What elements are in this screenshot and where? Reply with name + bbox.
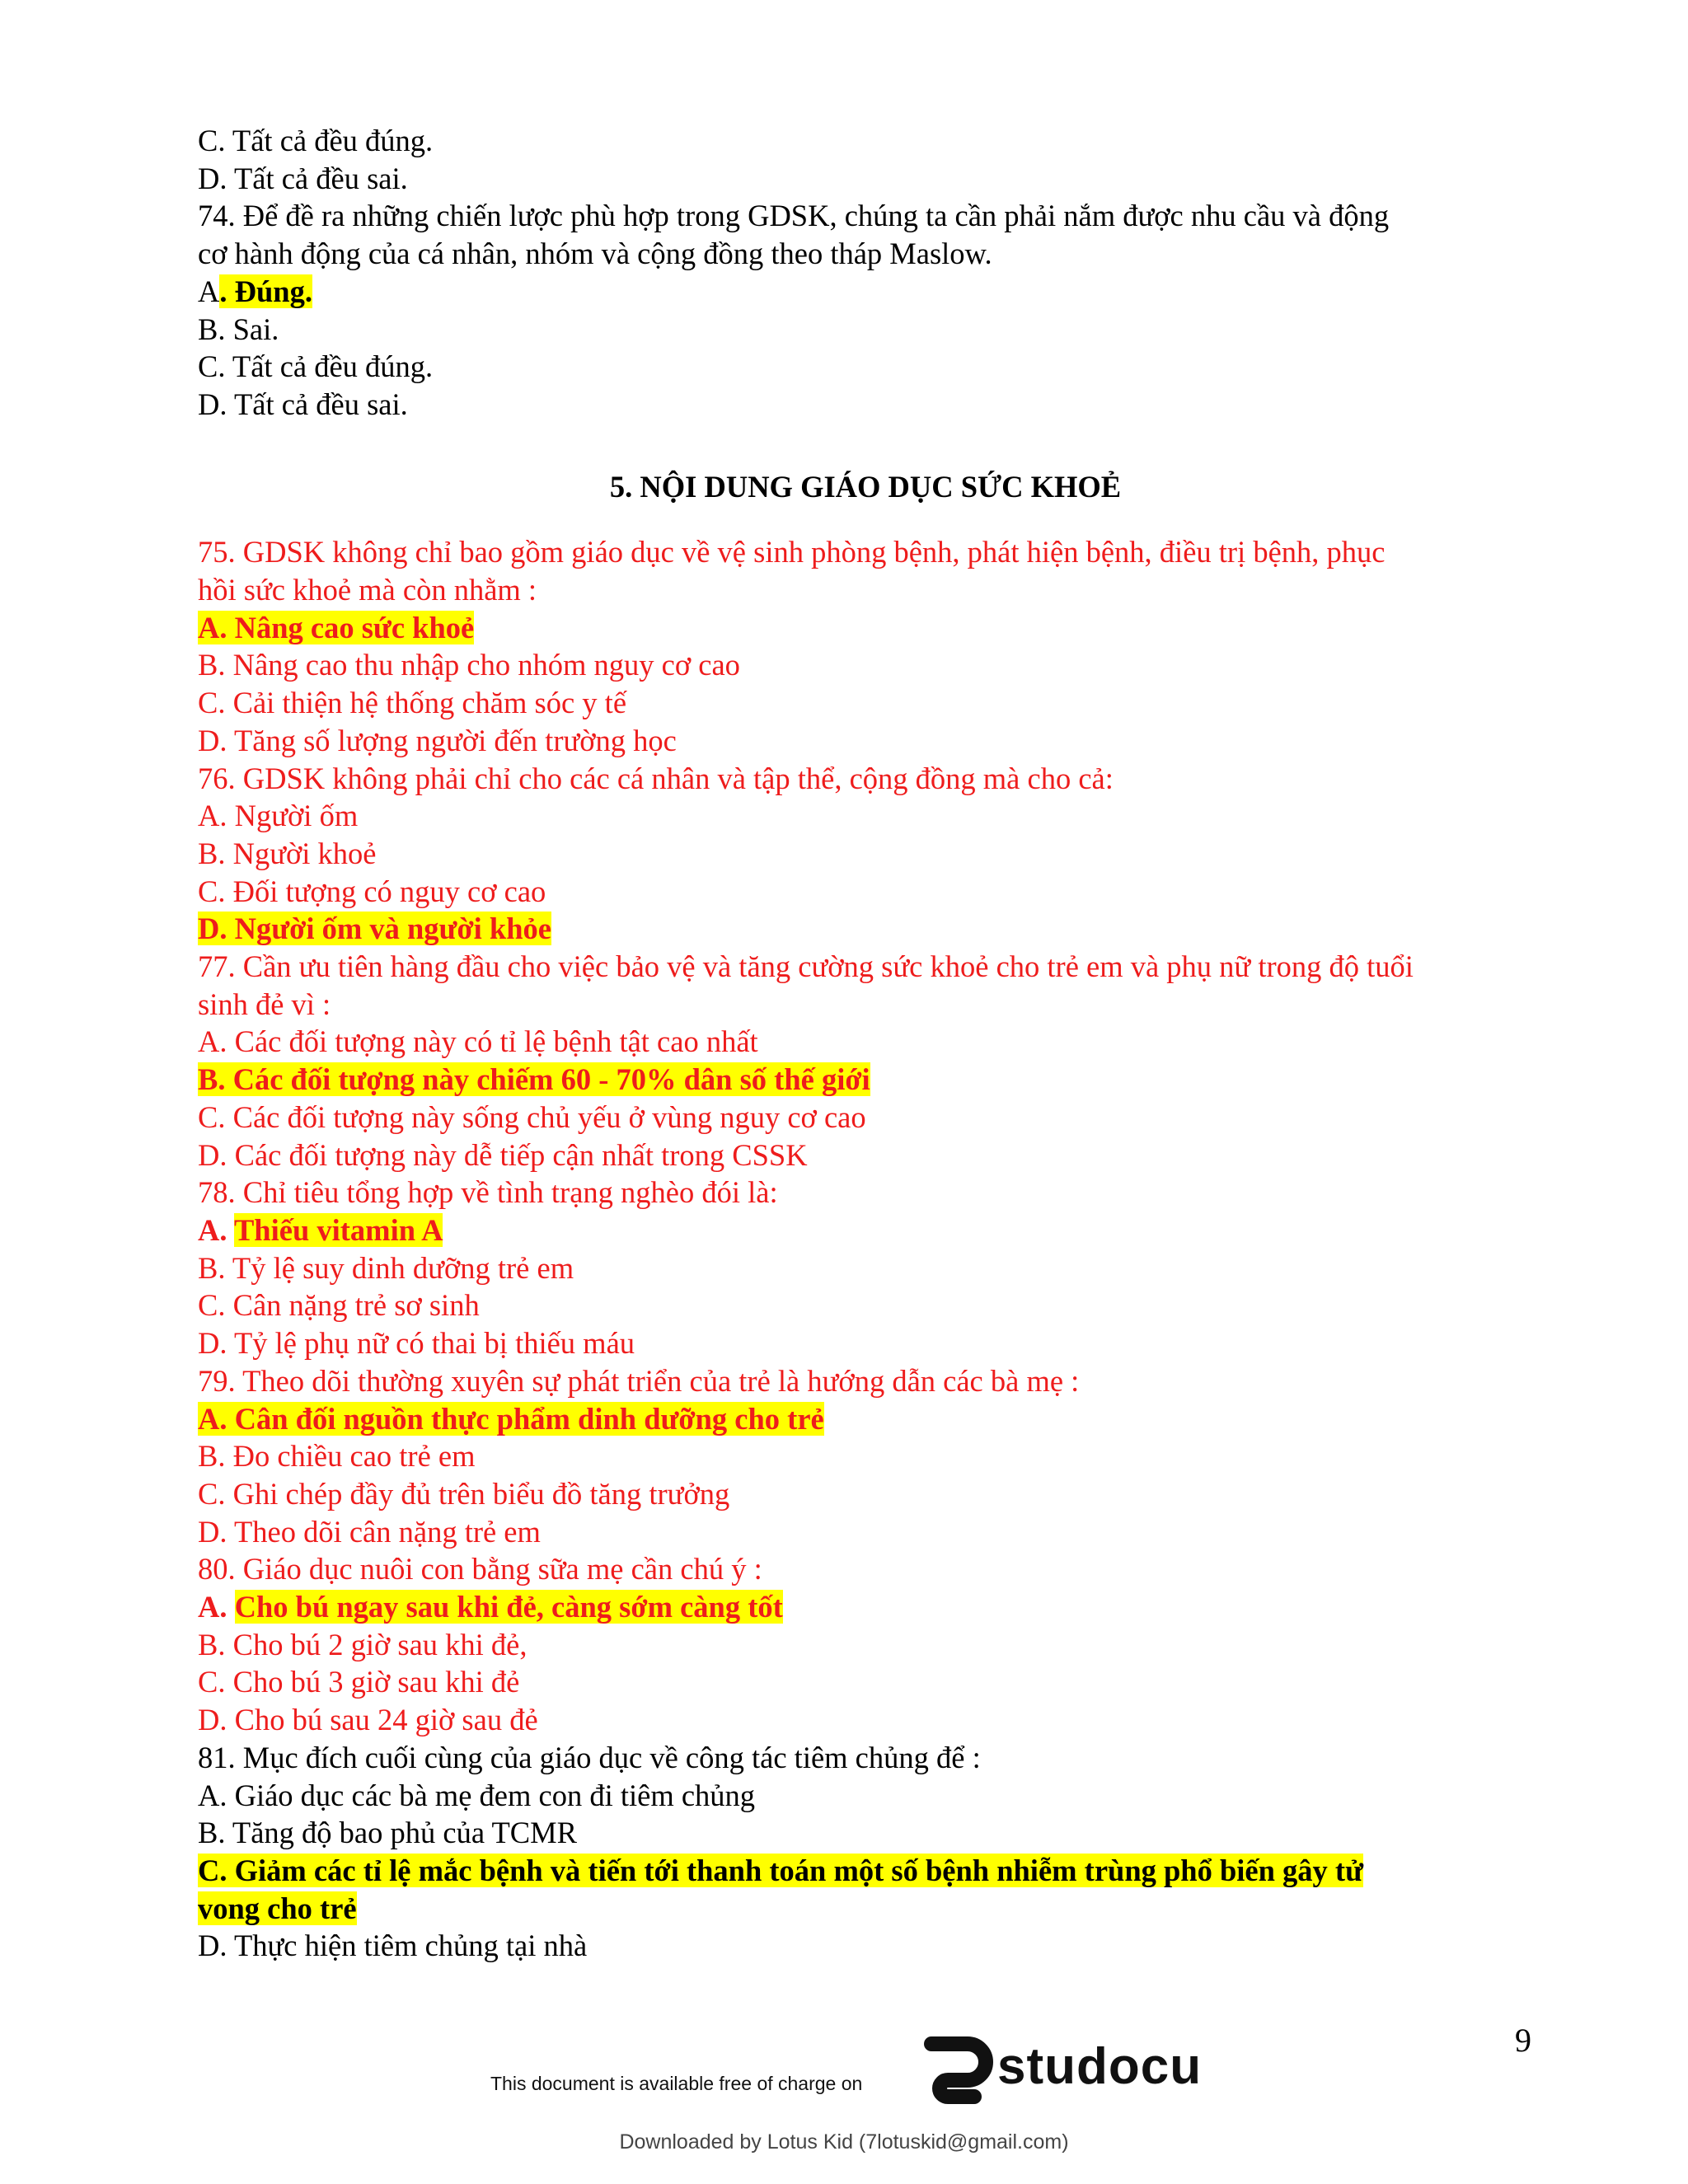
option-c: C. Ghi chép đầy đủ trên biểu đồ tăng trưởng — [198, 1476, 730, 1511]
option-d: D. Theo dõi cân nặng trẻ em — [198, 1514, 541, 1549]
answer-79: A. Cân đối nguồn thực phẩm dinh dưỡng cho trẻ — [198, 1401, 824, 1436]
option-d: D. Tất cả đều sai. — [198, 387, 408, 421]
answer-77: B. Các đối tượng này chiếm 60 - 70% dân số thế giới — [198, 1062, 870, 1097]
question-75-line-1: 75. GDSK không chỉ bao gồm giáo dục về vệ sinh phòng bệnh, phát hiện bệnh, điều trị bệnh, phục — [198, 535, 1386, 569]
option-d: D. Thực hiện tiêm chủng tại nhà — [198, 1929, 588, 1963]
option-c: C. Tất cả đều đúng. — [198, 349, 434, 384]
answer-80-text: Cho bú ngay sau khi đẻ, càng sớm càng tốt — [234, 1590, 783, 1624]
option-b: B. Tỷ lệ suy dinh dưỡng trẻ em — [198, 1250, 574, 1285]
answer-80-prefix: A. — [198, 1590, 235, 1624]
answer-81-line-2: vong cho trẻ — [198, 1891, 357, 1925]
option-d: D. Tỷ lệ phụ nữ có thai bị thiếu máu — [198, 1326, 635, 1361]
option-c: C. Cho bú 3 giờ sau khi đẻ — [198, 1665, 520, 1699]
answer-74-text: . Đúng. — [219, 274, 312, 308]
question-81: 81. Mục đích cuối cùng của giáo dục về công tác tiêm chủng để : — [198, 1740, 981, 1774]
answer-80 — [198, 1588, 1533, 1626]
option-d: D. Tất cả đều sai. — [198, 161, 408, 195]
question-78: 78. Chỉ tiêu tổng hợp về tình trạng nghèo đói là: — [198, 1175, 778, 1210]
option-a: A. Các đối tượng này có tỉ lệ bệnh tật cao nhất — [198, 1024, 758, 1059]
answer-78 — [198, 1212, 1533, 1249]
option-b: B. Tăng độ bao phủ của TCMR — [198, 1816, 577, 1850]
answer-75: A. Nâng cao sức khoẻ — [198, 610, 475, 644]
question-79: 79. Theo dõi thường xuyên sự phát triển của trẻ là hướng dẫn các bà mẹ : — [198, 1363, 1080, 1398]
page-content — [198, 122, 1533, 1965]
option-b: B. Nâng cao thu nhập cho nhóm nguy cơ cao — [198, 648, 740, 682]
question-80: 80. Giáo dục nuôi con bằng sữa mẹ cần chú ý : — [198, 1552, 762, 1586]
option-d: D. Cho bú sau 24 giờ sau đẻ — [198, 1703, 538, 1737]
question-77-line-2: sinh đẻ vì : — [198, 987, 331, 1021]
option-c: C. Cải thiện hệ thống chăm sóc y tế — [198, 686, 627, 720]
option-c: C. Các đối tượng này sống chủ yếu ở vùng nguy cơ cao — [198, 1099, 866, 1134]
option-a: A. Người ốm — [198, 799, 359, 833]
option-b: B. Đo chiều cao trẻ em — [198, 1439, 476, 1474]
question-75-line-2: hồi sức khoẻ mà còn nhằm : — [198, 573, 537, 607]
answer-81-line-1: C. Giảm các tỉ lệ mắc bệnh và tiến tới thanh toán một số bệnh nhiễm trùng phổ biến gây tử — [198, 1853, 1363, 1887]
question-77-line-1: 77. Cần ưu tiên hàng đầu cho việc bảo vệ và tăng cường sức khoẻ cho trẻ em và phụ nữ trong độ tuổi — [198, 949, 1414, 984]
answer-74-prefix: A — [198, 274, 220, 308]
downloaded-by-text: Downloaded by Lotus Kid (7lotuskid@gmail.com) — [619, 2130, 1069, 2154]
answer-78-prefix: A. — [198, 1212, 234, 1247]
question-74-line-2: cơ hành động của cá nhân, nhóm và cộng đồng theo tháp Maslow. — [198, 237, 992, 271]
section-title: 5. NỘI DUNG GIÁO DỤC SỨC KHOẺ — [609, 469, 1122, 504]
answer-76: D. Người ốm và người khỏe — [198, 912, 551, 946]
option-d: D. Tăng số lượng người đến trường học — [198, 723, 677, 757]
option-c: C. Cân nặng trẻ sơ sinh — [198, 1288, 480, 1323]
option-c: C. Đối tượng có nguy cơ cao — [198, 874, 546, 908]
page-number: 9 — [1515, 2022, 1531, 2059]
option-b: B. Sai. — [198, 312, 279, 346]
answer-78-text: Thiếu vitamin A — [233, 1212, 443, 1247]
option-b: B. Người khoẻ — [198, 836, 377, 870]
question-74-line-1: 74. Để đề ra những chiến lược phù hợp trong GDSK, chúng ta cần phải nắm được nhu cầu và động — [198, 199, 1390, 233]
option-d: D. Các đối tượng này dễ tiếp cận nhất trong CSSK — [198, 1137, 808, 1172]
studocu-brand[interactable]: studocu — [997, 2038, 1203, 2095]
question-76: 76. GDSK không phải chỉ cho các cá nhân và tập thể, cộng đồng mà cho cả: — [198, 761, 1114, 795]
footer-available-text: This document is available free of charge on — [490, 2073, 863, 2094]
option-c: C. Tất cả đều đúng. — [198, 124, 434, 157]
option-a: A. Giáo dục các bà mẹ đem con đi tiêm chủng — [198, 1778, 756, 1812]
answer-74 — [198, 273, 1533, 311]
option-b: B. Cho bú 2 giờ sau khi đẻ, — [198, 1627, 528, 1661]
